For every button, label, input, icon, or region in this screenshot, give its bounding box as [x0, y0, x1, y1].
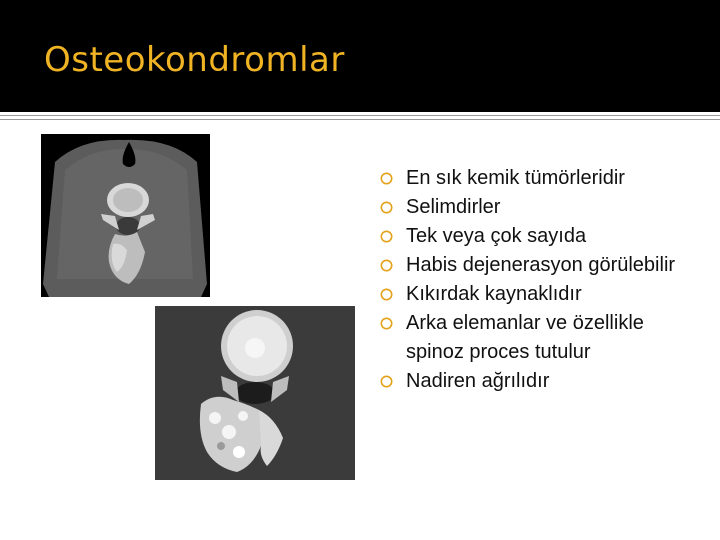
header-divider-secondary — [0, 119, 720, 120]
circle-outline-icon — [380, 317, 393, 330]
ct-scan-image-2 — [155, 306, 355, 480]
bullet-text: En sık kemik tümörleridir — [406, 167, 625, 189]
bullet-text: Arka elemanlar ve özellikle spinoz proces tutulur — [406, 312, 644, 363]
bullet-text: Nadiren ağrılıdır — [406, 370, 550, 392]
ct-scan-image-1 — [41, 134, 210, 297]
circle-outline-icon — [380, 230, 393, 243]
header-divider — [0, 115, 720, 116]
bullet-text: Selimdirler — [406, 196, 501, 218]
bullet-text: Habis dejenerasyon görülebilir — [406, 254, 676, 276]
bullet-item — [378, 193, 698, 222]
bullet-text: Tek veya çok sayıda — [406, 225, 587, 247]
bullet-item — [378, 222, 698, 251]
title-bar — [0, 0, 720, 112]
circle-outline-icon — [380, 288, 393, 301]
circle-outline-icon — [380, 201, 393, 214]
circle-outline-icon — [380, 375, 393, 388]
circle-outline-icon — [380, 172, 393, 185]
slide-title: Osteokondromlar — [44, 40, 345, 80]
bullet-text: Kıkırdak kaynaklıdır — [406, 283, 582, 305]
bullet-item — [378, 309, 698, 367]
bullet-item — [378, 251, 698, 280]
bullet-item — [378, 164, 698, 193]
bullet-item — [378, 280, 698, 309]
circle-outline-icon — [380, 259, 393, 272]
bullet-item — [378, 367, 698, 396]
bullet-list — [378, 164, 698, 396]
